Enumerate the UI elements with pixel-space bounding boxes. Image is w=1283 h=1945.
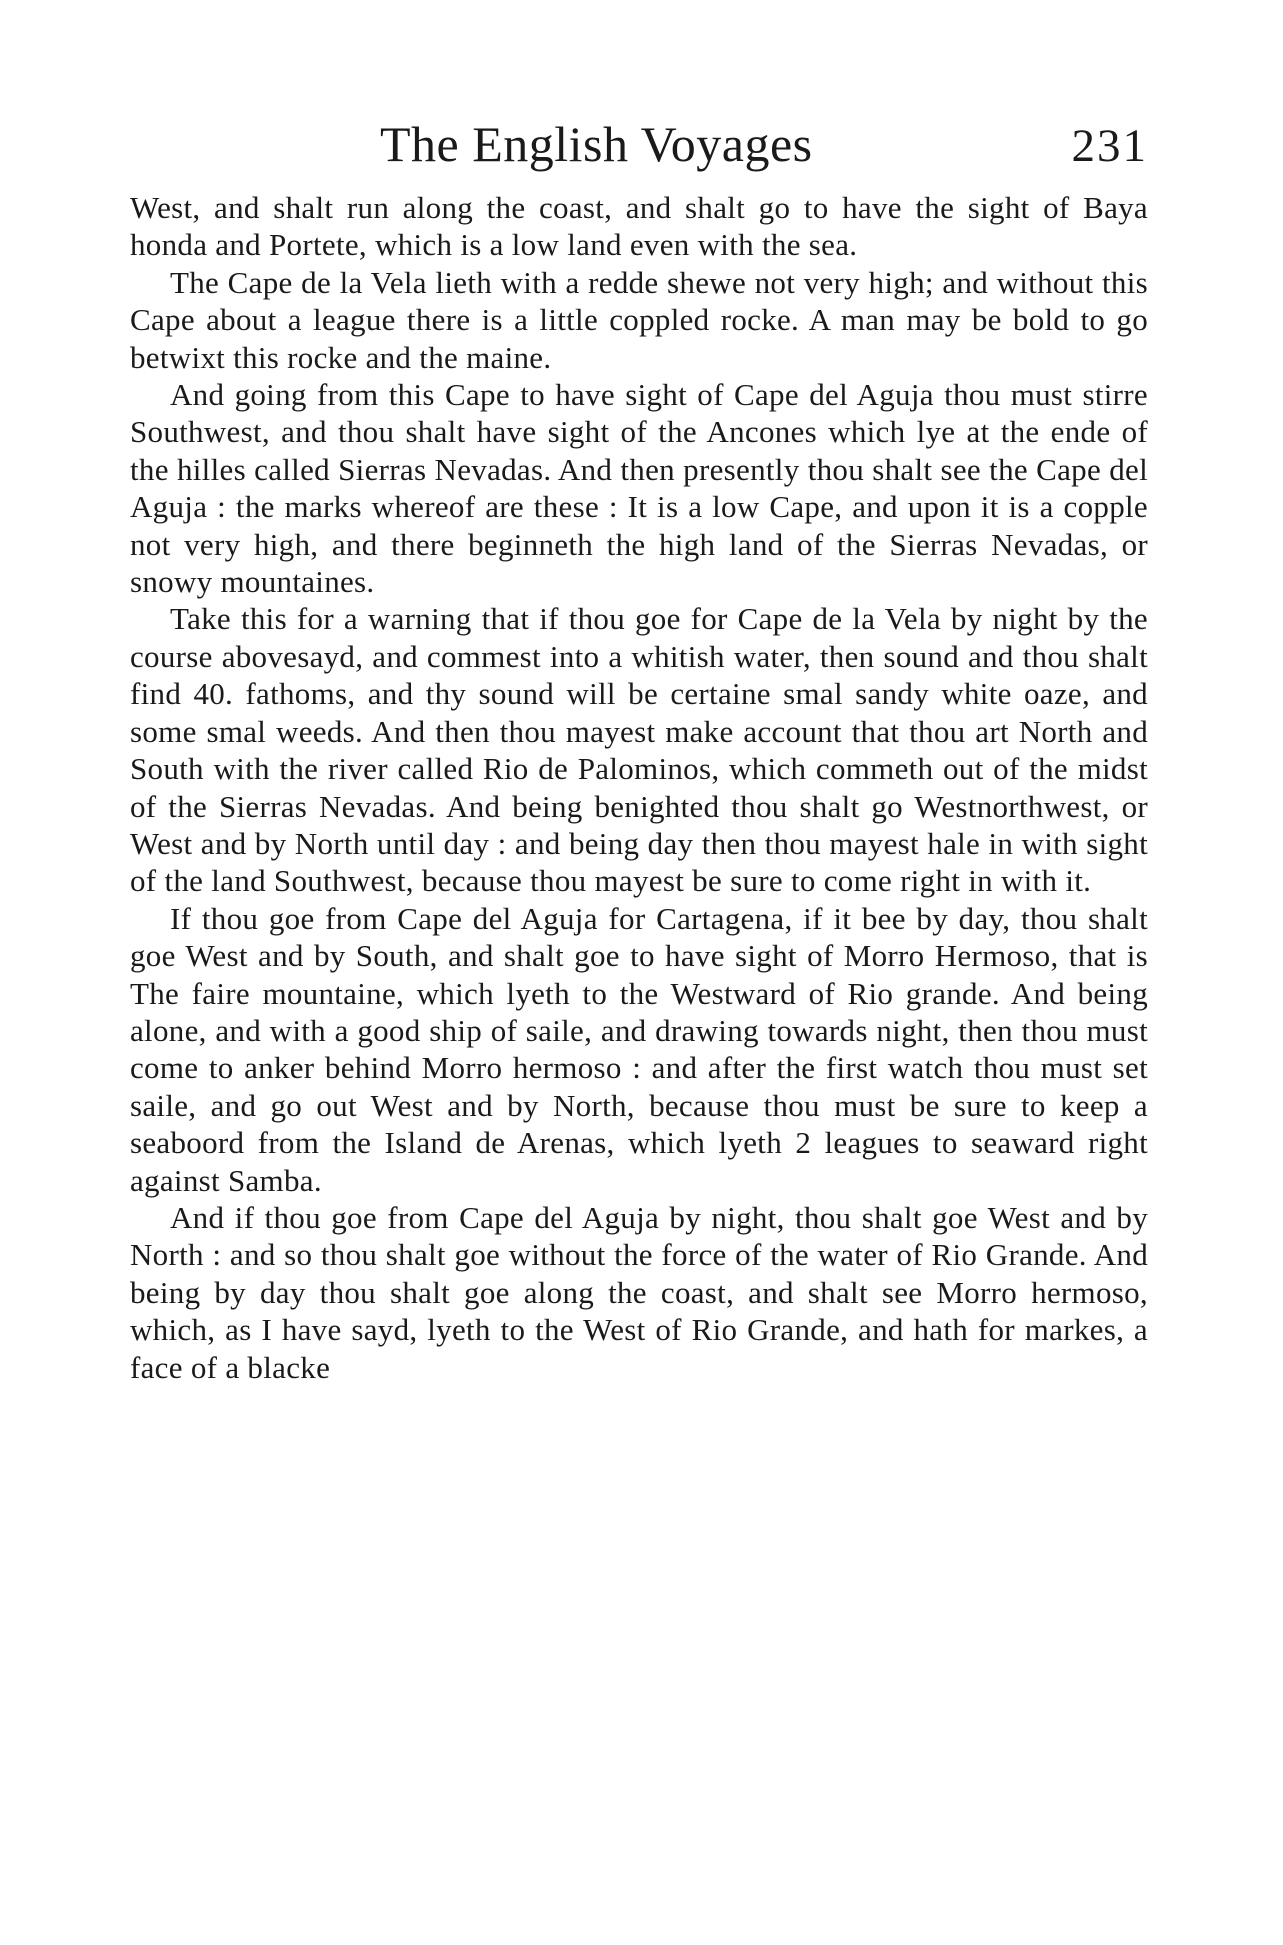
paragraph: And if thou goe from Cape del Aguja by night, thou shalt goe West and by North : and so thou shalt goe without the force of the water of Rio Grande. And being by day thou shalt goe along the coast, and shalt see Morro hermoso, which, as I have sayd, lyeth to the West of Rio Grande, and hath for markes, a face of a blacke bbox=[130, 1199, 1148, 1385]
page-number: 231 bbox=[1071, 120, 1148, 172]
paragraph: Take this for a warning that if thou goe for Cape de la Vela by night by the course abovesayd, and commest into a whitish water, then sound and thou shalt find 40. fathoms, and thy sound will be certaine smal sandy white oaze, and some smal weeds. And then thou mayest make account that thou art North and South with the river called Rio de Palominos, which commeth out of the midst of the Sierras Nevadas. And being benighted thou shalt go Westnorthwest, or West and by North until day : and being day then thou mayest hale in with sight of the land Southwest, because thou mayest be sure to come right in with it. bbox=[130, 601, 1148, 899]
running-title: The English Voyages bbox=[380, 116, 813, 172]
page-header bbox=[130, 112, 1148, 176]
paragraph: West, and shalt run along the coast, and shalt go to have the sight of Baya honda and Portete, which is a low land even with the sea. bbox=[130, 190, 1148, 263]
paragraph: The Cape de la Vela lieth with a redde shewe not very high; and without this Cape about a league there is a little coppled rocke. A man may be bold to go betwixt this rocke and the maine. bbox=[130, 264, 1148, 375]
body-text bbox=[130, 189, 1148, 1386]
paragraph: If thou goe from Cape del Aguja for Cartagena, if it bee by day, thou shalt goe West and by South, and shalt goe to have sight of Morro Hermoso, that is The faire mountaine, which lyeth to the Westward of Rio grande. And being alone, and with a good ship of saile, and drawing towards night, then thou must come to anker behind Morro hermoso : and after the first watch thou must set saile, and go out West and by North, because thou must be sure to keep a seaboord from the Island de Arenas, which lyeth 2 leagues to seaward right against Samba. bbox=[130, 900, 1148, 1198]
paragraph: And going from this Cape to have sight of Cape del Aguja thou must stirre Southwest, and thou shalt have sight of the Ancones which lye at the ende of the hilles called Sierras Nevadas. And then presently thou shalt see the Cape del Aguja : the marks whereof are these : It is a low Cape, and upon it is a copple not very high, and there beginneth the high land of the Sierras Nevadas, or snowy mountaines. bbox=[130, 377, 1148, 600]
